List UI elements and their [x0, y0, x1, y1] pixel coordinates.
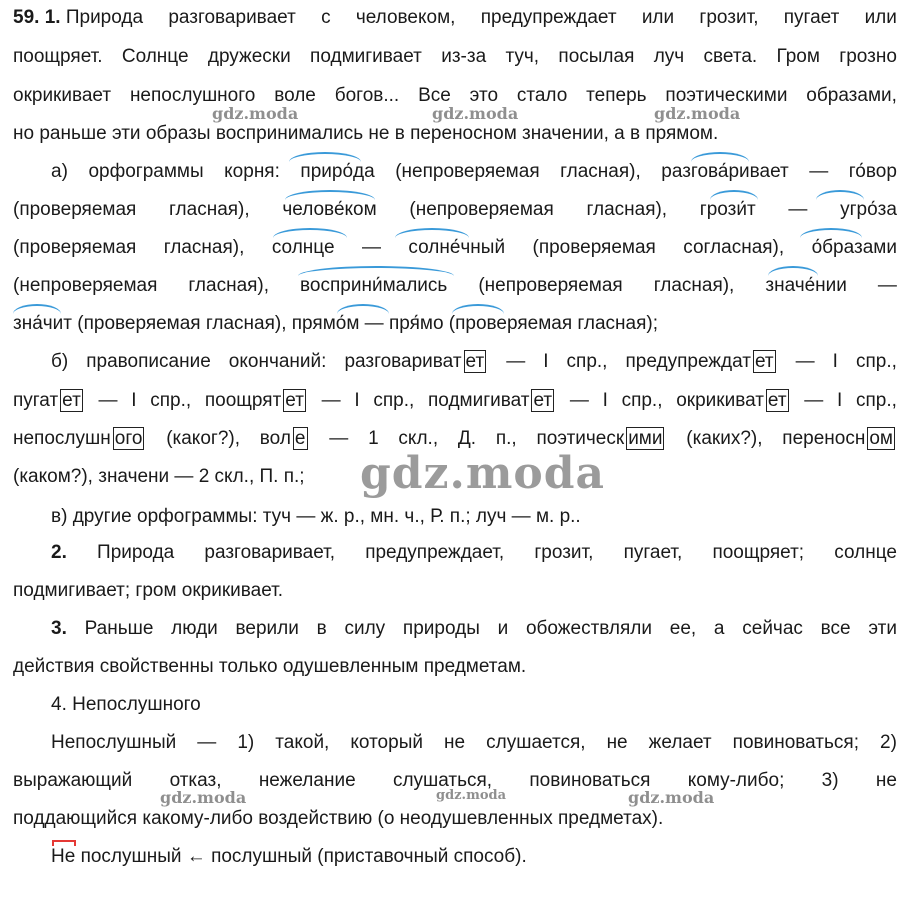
- prefix-mark: [52, 840, 76, 846]
- watermark: gdz.moda: [360, 448, 606, 499]
- root-arc: [816, 190, 864, 200]
- root-arc: [337, 304, 389, 314]
- watermark: gdz.moda: [436, 788, 507, 803]
- root-arc: [273, 228, 347, 238]
- text-line: пугат ет — I спр., поощрят ет — I спр., подмигиват ет — I спр., окрикиват ет — I спр.,: [13, 390, 897, 411]
- text-line: 3. Раньше люди верили в силу природы и обожествляли ее, а сейчас все эти: [51, 618, 897, 639]
- ending-box: ет: [533, 390, 553, 411]
- watermark: gdz.moda: [654, 104, 741, 123]
- ending-box: ими: [628, 428, 663, 449]
- text-line: действия свойственны только одушевленным предметам.: [13, 656, 527, 677]
- text-line: (проверяемая гласная), челове́ком (непроверяемая гласная), грози́т — угро́за: [13, 199, 897, 220]
- root-arc: [285, 190, 375, 200]
- text-line: в) другие орфограммы: туч — ж. р., мн. ч., Р. п.; луч — м. р..: [51, 506, 581, 527]
- root-arc: [768, 266, 818, 276]
- text-line: 59. 1. Природа разговаривает с человеком, предупреждает или грозит, пугает или: [13, 7, 897, 28]
- watermark: gdz.moda: [212, 104, 299, 123]
- ending-box: ет: [767, 390, 787, 411]
- text-line: зна́чит (проверяемая гласная), прямо́м — пря́мо (проверяемая гласная);: [13, 313, 659, 334]
- root-arc: [395, 228, 469, 238]
- text-line: но раньше эти образы воспринимались не в переносном значении, а в прямом.: [13, 123, 719, 144]
- text-line: подмигивает; гром окрикивает.: [13, 580, 284, 601]
- root-arc: [13, 304, 61, 314]
- text-line: 4. Непослушного: [51, 694, 201, 715]
- text-line: б) правописание окончаний: разговариват ет — I спр., предупреждат ет — I спр.,: [51, 351, 897, 372]
- text-line: (каком?), значени — 2 скл., П. п.;: [13, 466, 305, 487]
- watermark: gdz.moda: [160, 788, 247, 807]
- text-line: а) орфограммы корня: приро́да (непроверяемая гласная), разгова́ривает — го́вор: [51, 161, 897, 182]
- ending-box: ого: [114, 428, 143, 449]
- root-arc: [289, 152, 361, 162]
- text-line: 2. Природа разговаривает, предупреждает, грозит, пугает, поощряет; солнце: [51, 542, 897, 563]
- ending-box: е: [294, 428, 306, 449]
- ending-box: ет: [754, 351, 774, 372]
- text-line: Непослушный — 1) такой, который не слушается, не желает повиноваться; 2): [51, 732, 897, 753]
- ending-box: ом: [869, 428, 893, 449]
- root-arc: [691, 152, 749, 162]
- root-arc: [452, 304, 504, 314]
- root-arc: [298, 266, 454, 276]
- text-line: поддающийся какому-либо воздействию (о неодушевленных предметах).: [13, 808, 664, 829]
- root-arc: [710, 190, 758, 200]
- root-arc: [800, 228, 862, 238]
- text-line: поощряет. Солнце дружески подмигивает из-за туч, посылая луч света. Гром грозно: [13, 46, 897, 67]
- text-line: Не послушный ← послушный (приставочный способ).: [51, 846, 527, 867]
- text-line: окрикивает непослушного воле богов... Все это стало теперь поэтическими образами,: [13, 85, 897, 106]
- ending-box: ет: [62, 390, 81, 411]
- watermark: gdz.moda: [628, 788, 715, 807]
- watermark: gdz.moda: [432, 104, 519, 123]
- text-line: (непроверяемая гласная), восприни́мались (непроверяемая гласная), значе́нии —: [13, 275, 897, 296]
- text-line: (проверяемая гласная), солнце — солне́чный (проверяемая согласная), о́бразами: [13, 237, 897, 258]
- ending-box: ет: [285, 390, 304, 411]
- ending-box: ет: [465, 351, 485, 372]
- text-line: выражающий отказ, нежелание слушаться, повиноваться кому-либо; 3) не: [13, 770, 897, 791]
- text-line: непослушн ого (каког?), вол е — 1 скл., Д. п., поэтическ ими (каких?), переносн ом: [13, 428, 893, 449]
